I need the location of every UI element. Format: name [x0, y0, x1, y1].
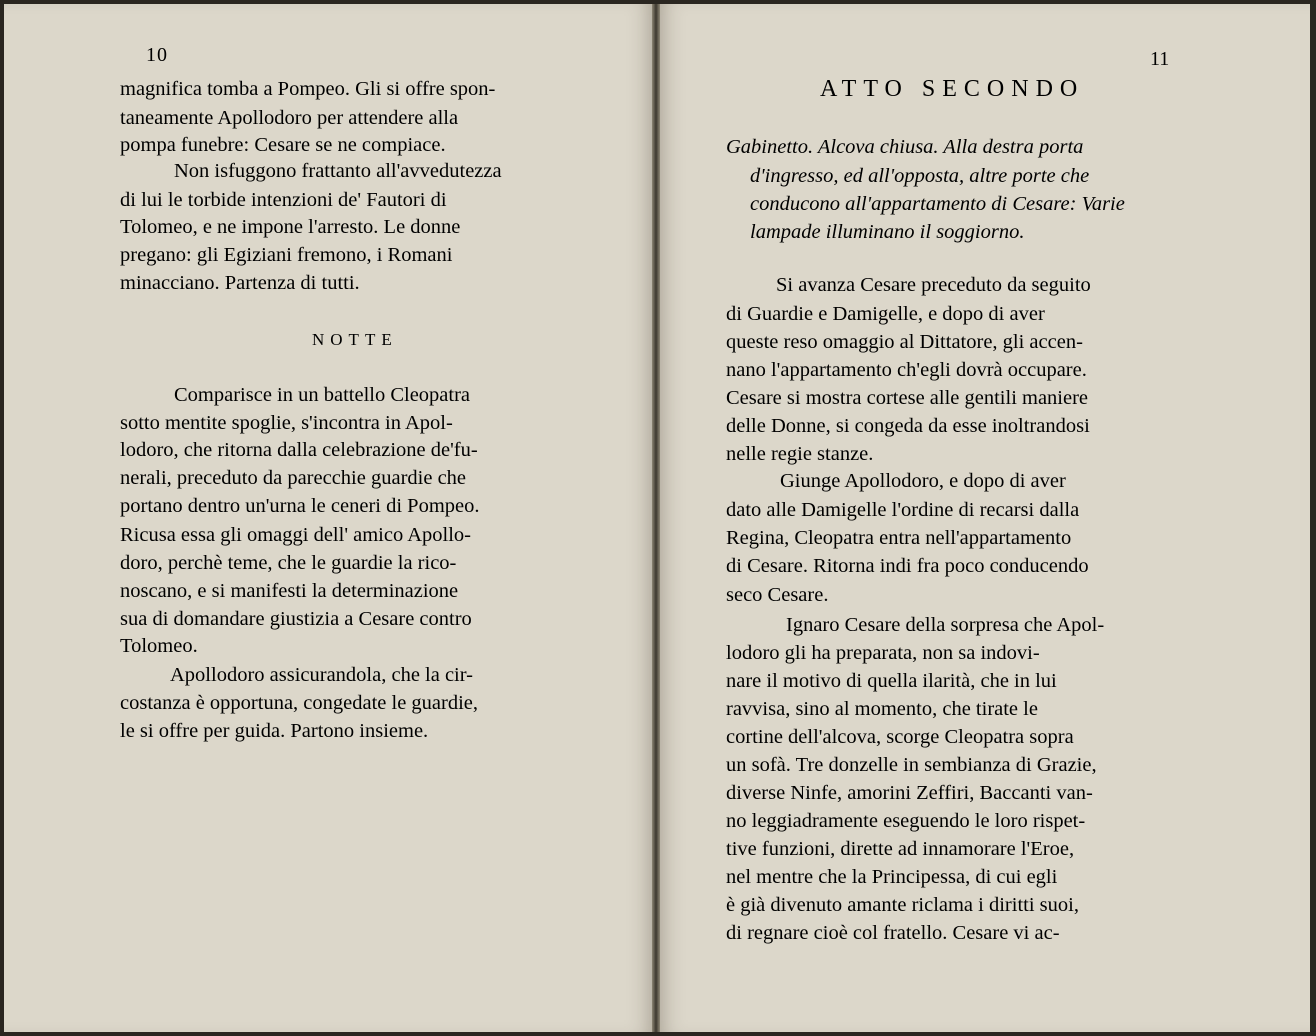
- text-line: Tolomeo, e ne impone l'arresto. Le donne: [120, 216, 461, 238]
- text-line: Giunge Apollodoro, e dopo di aver: [780, 470, 1066, 492]
- text-line: tive funzioni, dirette ad innamorare l'Eroe,: [726, 838, 1075, 860]
- text-line: doro, perchè teme, che le guardie la rico-: [120, 552, 457, 574]
- text-line: magnifica tomba a Pompeo. Gli si offre spon-: [120, 78, 496, 100]
- text-line: di Cesare. Ritorna indi fra poco conducendo: [726, 555, 1089, 577]
- text-line: diverse Ninfe, amorini Zeffiri, Baccanti van-: [726, 782, 1093, 804]
- text-line: Apollodoro assicurandola, che la cir-: [170, 664, 473, 686]
- text-line: seco Cesare.: [726, 584, 829, 606]
- text-line: nano l'appartamento ch'egli dovrà occupare.: [726, 359, 1087, 381]
- text-line: Comparisce in un battello Cleopatra: [174, 384, 471, 406]
- text-line: di regnare cioè col fratello. Cesare vi ac-: [726, 922, 1060, 944]
- text-line: no leggiadramente eseguendo le loro rispet-: [726, 810, 1086, 832]
- text-line: Tolomeo.: [120, 635, 198, 657]
- text-line: pregano: gli Egiziani fremono, i Romani: [120, 244, 453, 266]
- text-line: sua di domandare giustizia a Cesare contro: [120, 608, 472, 630]
- text-line: minacciano. Partenza di tutti.: [120, 272, 360, 294]
- section-heading-notte: NOTTE: [312, 330, 398, 349]
- text-line: Ignaro Cesare della sorpresa che Apol-: [786, 614, 1105, 636]
- text-line: di lui le torbide intenzioni de' Fautori di: [120, 189, 447, 211]
- text-line: lodoro, che ritorna dalla celebrazione de'fu-: [120, 439, 478, 461]
- text-line: Cesare si mostra cortese alle gentili maniere: [726, 387, 1089, 409]
- text-line: lampade illuminano il soggiorno.: [750, 221, 1025, 243]
- text-line: di Guardie e Damigelle, e dopo di aver: [726, 303, 1045, 325]
- text-line: le si offre per guida. Partono insieme.: [120, 720, 429, 742]
- text-line: cortine dell'alcova, scorge Cleopatra sopra: [726, 726, 1074, 748]
- text-line: d'ingresso, ed all'opposta, altre porte che: [750, 165, 1090, 187]
- text-line: sotto mentite spoglie, s'incontra in Apol-: [120, 412, 453, 434]
- text-line: noscano, e si manifesti la determinazione: [120, 580, 459, 602]
- text-line: costanza è opportuna, congedate le guardie,: [120, 692, 479, 714]
- text-line: nel mentre che la Principessa, di cui egli: [726, 866, 1058, 888]
- text-line: lodoro gli ha preparata, non sa indovi-: [726, 642, 1040, 664]
- text-line: dato alle Damigelle l'ordine di recarsi dalla: [726, 499, 1080, 521]
- text-line: Regina, Cleopatra entra nell'appartamento: [726, 527, 1072, 549]
- text-line: Ricusa essa gli omaggi dell' amico Apollo-: [120, 524, 471, 546]
- text-line: nerali, preceduto da parecchie guardie che: [120, 467, 467, 489]
- text-line: Non isfuggono frattanto all'avvedutezza: [174, 160, 502, 182]
- text-line: conducono all'appartamento di Cesare: Varie: [750, 193, 1125, 215]
- text-line: Gabinetto. Alcova chiusa. Alla destra porta: [726, 136, 1084, 158]
- text-line: nelle regie stanze.: [726, 443, 874, 465]
- text-line: pompa funebre: Cesare se ne compiace.: [120, 134, 446, 156]
- text-line: ravvisa, sino al momento, che tirate le: [726, 698, 1038, 720]
- right-page-number: 11: [1150, 48, 1170, 70]
- text-line: delle Donne, si congeda da esse inoltrandosi: [726, 415, 1090, 437]
- book-gutter: [652, 4, 660, 1032]
- text-line: è già divenuto amante riclama i diritti suoi,: [726, 894, 1079, 916]
- left-page-number: 10: [146, 44, 168, 66]
- act-title: ATTO SECONDO: [820, 76, 1085, 102]
- text-line: portano dentro un'urna le ceneri di Pompeo.: [120, 495, 480, 517]
- text-line: nare il motivo di quella ilarità, che in lui: [726, 670, 1057, 692]
- text-line: taneamente Apollodoro per attendere alla: [120, 107, 459, 129]
- text-line: Si avanza Cesare preceduto da seguito: [776, 274, 1091, 296]
- text-line: un sofà. Tre donzelle in sembianza di Grazie,: [726, 754, 1097, 776]
- text-line: queste reso omaggio al Dittatore, gli accen-: [726, 331, 1083, 353]
